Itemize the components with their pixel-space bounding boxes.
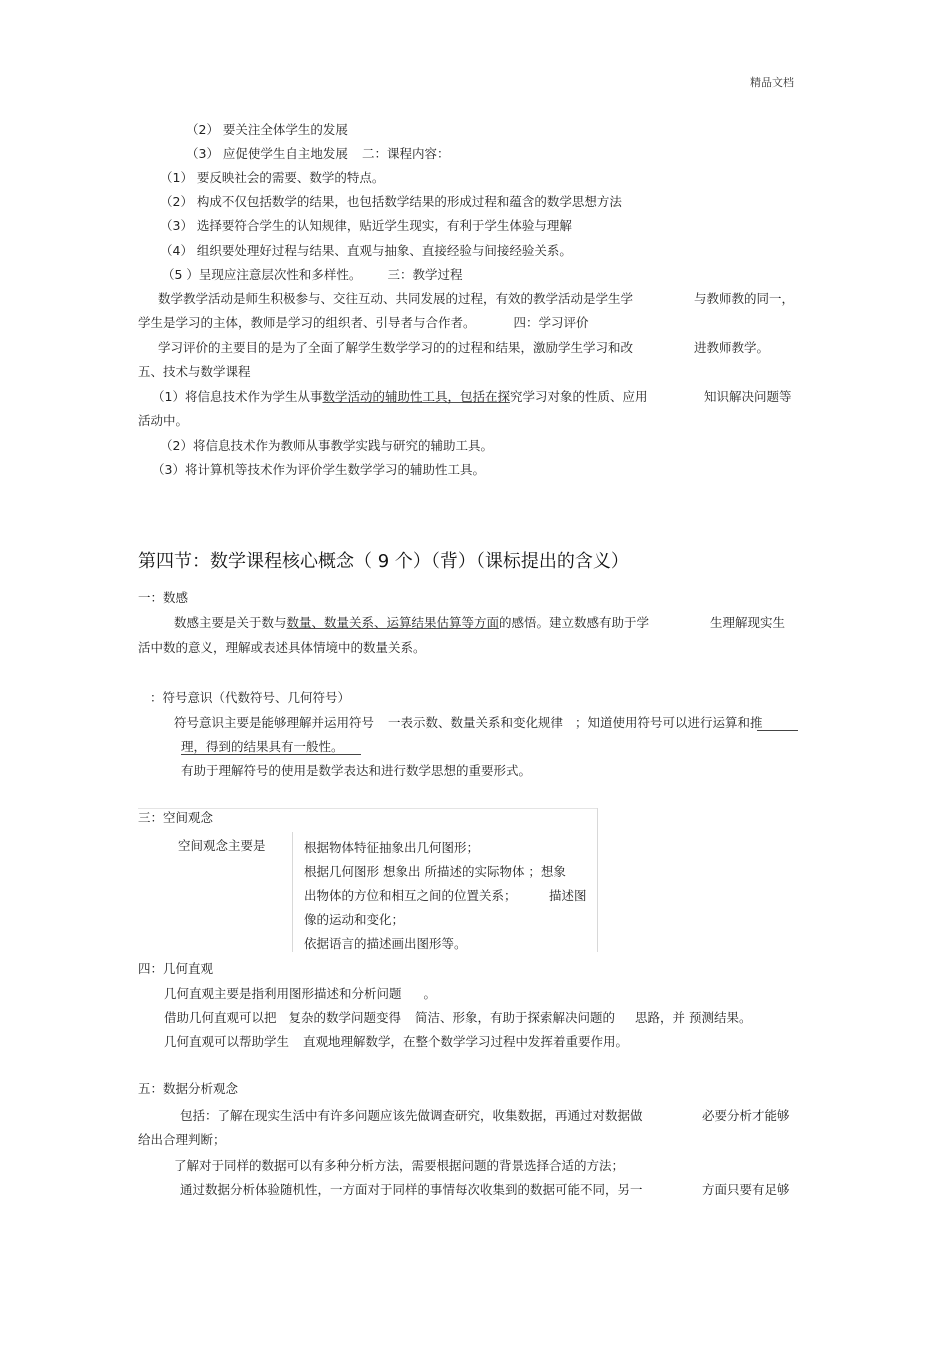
text-run: 借助几何直观可以把 — [164, 1010, 277, 1025]
paragraph-line — [158, 291, 633, 307]
list-item — [162, 267, 462, 283]
text-run: 究学习对象的性质、应用 — [509, 389, 648, 404]
text-run: 必要分析才能够 — [702, 1108, 790, 1123]
text-run: 进教师教学。 — [694, 340, 770, 355]
concept-heading: ：符号意识（代数符号、几何符号） — [150, 690, 351, 705]
list-item-text: （5 ）呈现应注意层次性和多样性。 — [162, 267, 362, 282]
list-item: 出物体的方位和相互之间的位置关系； — [304, 888, 517, 903]
paragraph-line — [158, 340, 633, 356]
subheading: 三：教学过程 — [387, 267, 463, 282]
page-header-tag: 精品文档 — [750, 76, 794, 89]
paragraph-line: 通过数据分析体验随机性，一方面对于同样的事情每次收集到的数据可能不同，另一 — [180, 1182, 643, 1197]
box-rule — [292, 832, 293, 952]
underlined-text: 数学活动的辅助性工具，包括在探 — [322, 389, 510, 404]
text-run: 符号意识主要是能够理解并运用符号 — [174, 715, 375, 730]
text-run: 学习评价的主要目的是为了全面了解学生数学学习的的过程和结果，激励学生学习和改 — [158, 340, 634, 355]
text-run: 复杂的数学问题变得 — [288, 1010, 402, 1025]
paragraph-line: 给出合理判断； — [138, 1132, 226, 1147]
text-run: 方面只要有足够 — [702, 1182, 790, 1197]
underline-rule — [757, 730, 798, 731]
paragraph-line — [174, 615, 649, 631]
box-rule — [138, 808, 598, 809]
paragraph-line: 包括：了解在现实生活中有许多问题应该先做调查研究，收集数据，再通过对数据做 — [180, 1108, 643, 1123]
list-item — [186, 146, 449, 162]
list-item: （2） 构成不仅包括数学的结果，也包括数学结果的形成过程和蕴含的数学思想方法 — [160, 194, 622, 209]
list-item: 根据物体特征抽象出几何图形； — [304, 840, 480, 855]
concept-heading: 一：数感 — [138, 590, 189, 605]
subheading: 五、技术与数学课程 — [138, 364, 251, 379]
list-item: 像的运动和变化； — [304, 912, 405, 927]
underline-rule — [181, 754, 361, 755]
concept-label: 空间观念主要是 — [178, 838, 266, 853]
paragraph-line — [164, 986, 436, 1002]
text-run: 知识解决问题等 — [704, 389, 792, 404]
list-item: （2） 要关注全体学生的发展 — [186, 122, 348, 137]
text-run: 几何直观主要是指利用图形描述和分析问题 — [164, 986, 402, 1001]
text-run: 的感悟。建立数感有助于学 — [499, 615, 650, 630]
list-item: 依据语言的描述画出图形等。 — [304, 936, 467, 951]
text-run: 数学教学活动是师生积极参与、交往互动、共同发展的过程，有效的教学活动是学生学 — [158, 291, 634, 306]
text-run: 直观地理解数学，在整个数学学习过程中发挥着重要作用。 — [303, 1034, 629, 1049]
text-run: 学生是学习的主体，教师是学习的组织者、引导者与合作者。 — [138, 315, 476, 330]
box-rule — [597, 808, 598, 952]
paragraph-line — [174, 715, 763, 731]
paragraph-line: 有助于理解符号的使用是数学表达和进行数学思想的重要形式。 — [181, 763, 532, 778]
text-run: 生理解现实生 — [710, 615, 786, 630]
list-item: （2）将信息技术作为教师从事教学实践与研究的辅助工具。 — [160, 438, 493, 453]
list-item-text: （3） 应促使学生自主地发展 — [186, 146, 348, 161]
concept-heading: 五：数据分析观念 — [138, 1081, 239, 1096]
list-item: （4） 组织要处理好过程与结果、直观与抽象、直接经验与间接经验关系。 — [160, 243, 572, 258]
paragraph-line: 活动中。 — [138, 413, 189, 428]
underlined-text: 数量、数量关系、运算结果估算等方面 — [286, 615, 500, 630]
text-run: 思路，并 预测结果。 — [635, 1010, 752, 1025]
list-item: （1） 要反映社会的需要、数学的特点。 — [160, 170, 385, 185]
text-run: 。 — [423, 986, 437, 1001]
text-run: 与教师教的同一， — [694, 291, 795, 306]
text-run: 简洁、形象，有助于探索解决问题的 — [415, 1010, 616, 1025]
subheading: 二：课程内容： — [361, 146, 450, 161]
paragraph-line: 理，得到的结果具有一般性。 — [181, 739, 344, 754]
concept-heading: 四：几何直观 — [138, 961, 214, 976]
underlined-text: 和推 — [737, 715, 763, 730]
text-run: （1）将信息技术作为学生从事 — [152, 389, 323, 404]
list-item: （3） 选择要符合学生的认知规律，贴近学生现实，有利于学生体验与理解 — [160, 218, 572, 233]
text-run: 数感主要是关于数与 — [174, 615, 287, 630]
paragraph-line: 了解对于同样的数据可以有多种分析方法，需要根据问题的背景选择合适的方法； — [174, 1158, 625, 1173]
text-run: 一表示数、数量关系和变化规律 — [388, 715, 564, 730]
text-run: ；知道使用符号可以进行运算 — [575, 715, 738, 730]
paragraph-line — [164, 1010, 752, 1026]
paragraph-line: 活中数的意义，理解或表述具体情境中的数量关系。 — [138, 640, 426, 655]
list-item — [152, 389, 648, 405]
section-title: 第四节：数学课程核心概念（ 9 个）（背）（课标提出的含义） — [138, 551, 629, 572]
list-item: 描述图 — [549, 888, 587, 903]
paragraph-line — [138, 315, 589, 331]
text-run: 几何直观可以帮助学生 — [164, 1034, 290, 1049]
paragraph-line — [164, 1034, 628, 1050]
list-item: 根据几何图形 想象出 所描述的实际物体 ；想象 — [304, 864, 566, 879]
concept-heading: 三：空间观念 — [138, 810, 214, 825]
list-item: （3）将计算机等技术作为评价学生数学学习的辅助性工具。 — [152, 462, 485, 477]
subheading: 四：学习评价 — [513, 315, 589, 330]
